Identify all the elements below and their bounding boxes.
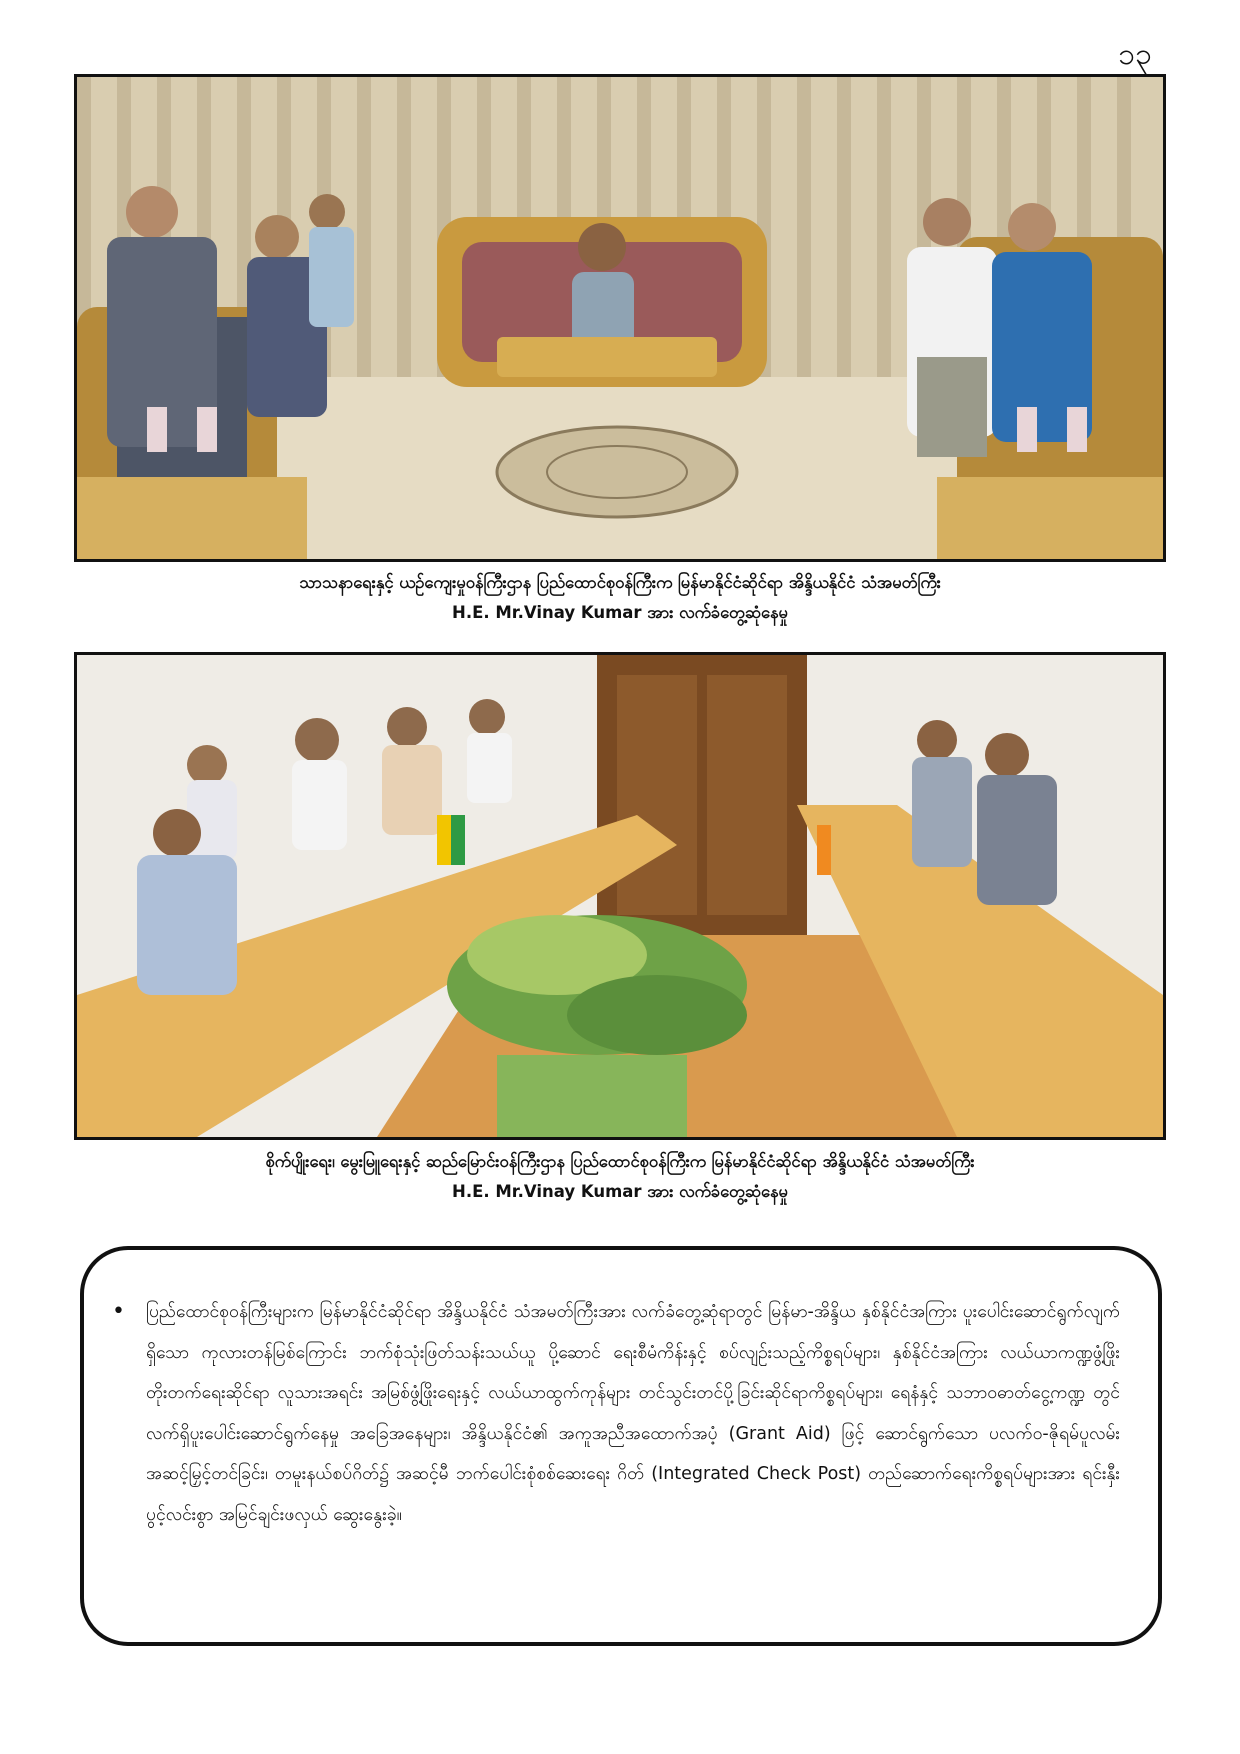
caption-1-line-2: H.E. Mr.Vinay Kumar အား လက်ခံတွေ့ဆုံနေမှု — [452, 603, 788, 622]
caption-1-line-1: သာသနာရေးနှင့် ယဉ်ကျေးမှုဝန်ကြီးဌာန ပြည်ထောင်စုဝန်ကြီးက မြန်မာနိုင်ငံဆိုင်ရာ အိန္ဒိယနိုင်ငံ သံအမတ်ကြီး — [299, 573, 941, 592]
meeting-photo-reception-room — [74, 74, 1166, 562]
summary-paragraph: ပြည်ထောင်စုဝန်ကြီးများက မြန်မာနိုင်ငံဆိုင်ရာ အိန္ဒိယနိုင်ငံ သံအမတ်ကြီးအား လက်ခံတွေ့ဆုံရာတွင် မြန်မာ-အိန္ဒိယ နှစ်နိုင်ငံအကြား ပူးပေါင်းဆောင်ရွက်လျက်ရှိသော ကုလားတန်မြစ်ကြောင်း ဘက်စုံသုံးဖြတ်သန်းသယ်ယူ ပို့ဆောင် ရေးစီမံကိန်းနှင့် စပ်လျဉ်းသည့်ကိစ္စရပ်များ၊ နှစ်နိုင်ငံအကြား လယ်ယာကဏ္ဍဖွံ့ဖြိုးတိုးတက်ရေးဆိုင်ရာ လူသားအရင်း အမြစ်ဖွံ့ဖြိုးရေးနှင့် လယ်ယာထွက်ကုန်များ တင်သွင်းတင်ပို့ခြင်းဆိုင်ရာကိစ္စရပ်များ၊ ရေနံနှင့် သဘာဝဓာတ်ငွေ့ကဏ္ဍ တွင် လက်ရှိပူးပေါင်းဆောင်ရွက်နေမှု အခြေအနေများ၊ အိန္ဒိယနိုင်ငံ၏ အကူအညီအထောက်အပံ့ (Grant Aid) ဖြင့် ဆောင်ရွက်သော ပလက်ဝ-ဇိုရမ်ပူလမ်း အဆင့်မြှင့်တင်ခြင်း၊ တမူးနယ်စပ်ဂိတ်၌ အဆင့်မီ ဘက်ပေါင်းစုံစစ်ဆေးရေး ဂိတ် (Integrated Check Post) တည်ဆောက်ရေးကိစ္စရပ်များအား ရင်းနှီးပွင့်လင်းစွာ အမြင်ချင်းဖလှယ် ဆွေးနွေးခဲ့။ — [146, 1302, 1120, 1525]
reception-room-illustration — [77, 77, 1163, 559]
caption-2-line-1: စိုက်ပျိုးရေး၊ မွေးမြူရေးနှင့် ဆည်မြောင်းဝန်ကြီးဌာန ပြည်ထောင်စုဝန်ကြီးက မြန်မာနိုင်ငံဆိုင်ရာ အိန္ဒိယနိုင်ငံ သံအမတ်ကြီး — [265, 1152, 975, 1171]
photo-caption-2 — [74, 1147, 1166, 1207]
bullet-icon: • — [112, 1299, 125, 1324]
summary-box — [80, 1246, 1162, 1646]
summary-bullet-item — [112, 1292, 1120, 1535]
photo-caption-1 — [74, 568, 1166, 628]
meeting-photo-conference-room — [74, 652, 1166, 1140]
conference-room-illustration — [77, 655, 1163, 1137]
page-number: ၁၃ — [1118, 37, 1152, 72]
caption-2-line-2: H.E. Mr.Vinay Kumar အား လက်ခံတွေ့ဆုံနေမှု — [452, 1182, 788, 1201]
